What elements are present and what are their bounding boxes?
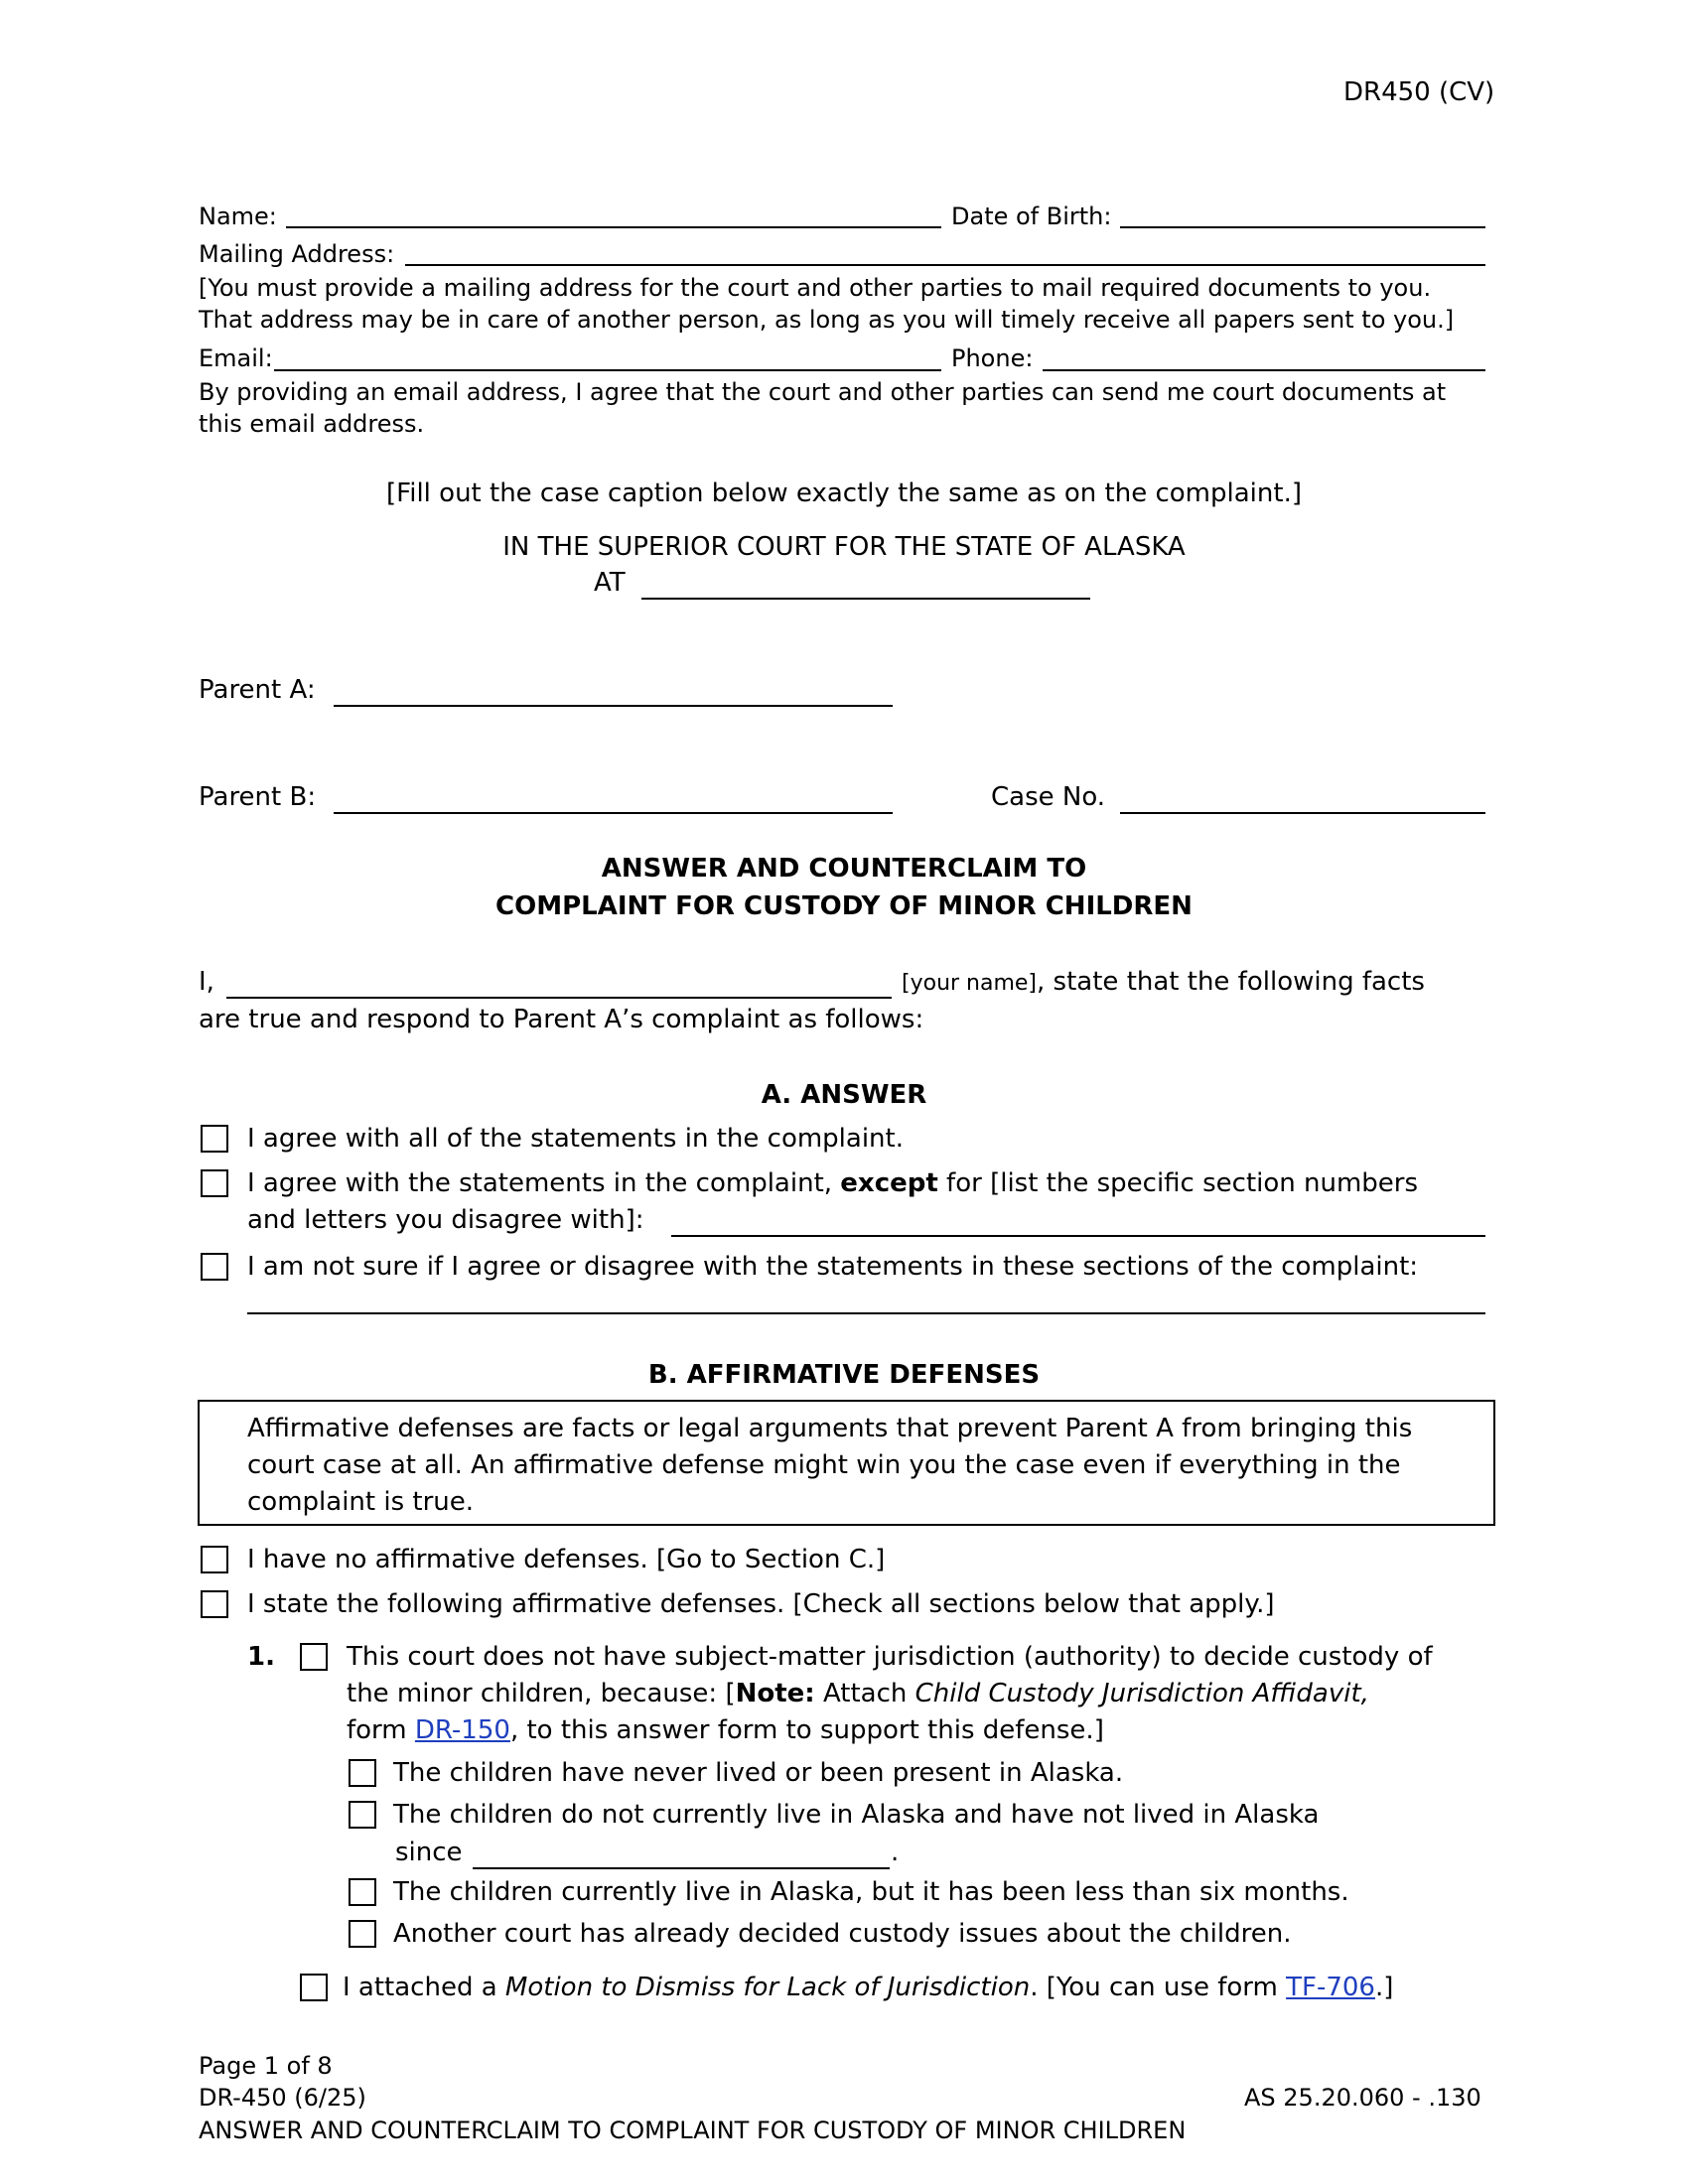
answer-not-sure-label: I am not sure if I agree or disagree with the statements in these sections of the complaint:	[247, 1252, 1419, 1282]
footer-title: ANSWER AND COUNTERCLAIM TO COMPLAINT FOR CUSTODY OF MINOR CHILDREN	[199, 2116, 1187, 2144]
caption-instruction: [Fill out the case caption below exactly the same as on the complaint.]	[386, 478, 1302, 508]
info-box-line-2: court case at all. An affirmative defense might win you the case even if everything in the	[247, 1450, 1401, 1480]
answer-agree-except-pre: I agree with the statements in the complaint,	[247, 1168, 841, 1198]
mailing-address-field[interactable]	[405, 264, 1485, 266]
item-1-line-1: This court does not have subject-matter jurisdiction (authority) to decide custody of	[347, 1642, 1433, 1672]
answer-agree-except-label	[247, 1166, 1418, 1200]
dr-150-link[interactable]: DR-150	[414, 1715, 510, 1745]
intro-i-label: I,	[199, 967, 214, 997]
intro-line-2: are true and respond to Parent A’s complaint as follows:	[199, 1005, 924, 1034]
title-line-2: COMPLAINT FOR CUSTODY OF MINOR CHILDREN	[495, 891, 1193, 921]
intro-line-1-tail	[902, 965, 1425, 1002]
at-label: AT	[594, 568, 626, 598]
mailing-note-1: [You must provide a mailing address for the court and other parties to mail required documents to you.	[199, 274, 1432, 302]
answer-agree-all-checkbox[interactable]	[201, 1125, 228, 1153]
parent-b-label: Parent B:	[199, 782, 317, 812]
title-line-1: ANSWER AND COUNTERCLAIM TO	[601, 854, 1087, 884]
form-code: DR450 (CV)	[1343, 77, 1495, 107]
answer-except-line-2: and letters you disagree with]:	[247, 1205, 644, 1235]
no-defenses-label: I have no affirmative defenses. [Go to Section C.]	[247, 1545, 886, 1574]
since-date-field[interactable]	[473, 1867, 890, 1869]
parent-a-field[interactable]	[334, 705, 893, 707]
motion-attached-post: .]	[1374, 1973, 1394, 2002]
email-field[interactable]	[274, 369, 941, 371]
footer-statute: AS 25.20.060 - .130	[1244, 2084, 1481, 2112]
item-1-attach: Attach	[814, 1679, 915, 1708]
footer-page: Page 1 of 8	[199, 2052, 333, 2080]
case-no-label: Case No.	[991, 782, 1106, 812]
motion-attached-label	[343, 1971, 1393, 2004]
answer-agree-except-post: for [list the specific section numbers	[937, 1168, 1419, 1198]
item-1-number: 1.	[247, 1642, 275, 1672]
intro-state-text: , state that the following facts	[1037, 967, 1425, 997]
never-lived-checkbox[interactable]	[349, 1759, 376, 1787]
section-a-heading: A. ANSWER	[761, 1080, 927, 1110]
not-currently-live-checkbox[interactable]	[349, 1801, 376, 1829]
since-label: since	[395, 1838, 463, 1867]
item-1-line-2-pre: the minor children, because: [	[347, 1679, 736, 1708]
not-currently-live-label: The children do not currently live in Alaska and have not lived in Alaska	[393, 1800, 1320, 1830]
name-label: Name:	[199, 203, 277, 230]
answer-not-sure-checkbox[interactable]	[201, 1253, 228, 1281]
parent-b-field[interactable]	[334, 812, 893, 814]
since-period: .	[891, 1838, 900, 1867]
name-field[interactable]	[286, 226, 941, 228]
another-court-label: Another court has already decided custody issues about the children.	[393, 1919, 1292, 1949]
answer-not-sure-field[interactable]	[247, 1312, 1485, 1314]
tf-706-link[interactable]: TF-706	[1286, 1973, 1375, 2002]
another-court-checkbox[interactable]	[349, 1920, 376, 1948]
email-label: Email:	[199, 344, 273, 372]
item-1-line-3-post: , to this answer form to support this defense.]	[509, 1715, 1104, 1745]
motion-attached-checkbox[interactable]	[300, 1974, 328, 2001]
item-1-note: Note:	[735, 1679, 815, 1708]
item-1-affidavit-title: Child Custody Jurisdiction Affidavit,	[914, 1679, 1369, 1708]
item-1-line-2	[347, 1677, 1369, 1710]
footer-form-rev: DR-450 (6/25)	[199, 2084, 366, 2112]
your-name-field[interactable]	[226, 997, 892, 999]
phone-field[interactable]	[1043, 369, 1485, 371]
state-defenses-checkbox[interactable]	[201, 1590, 228, 1618]
phone-label: Phone:	[951, 344, 1034, 372]
motion-attached-pre: I attached a	[343, 1973, 505, 2002]
answer-agree-all-label: I agree with all of the statements in the complaint.	[247, 1124, 904, 1154]
answer-except-bold: except	[840, 1168, 938, 1198]
case-no-field[interactable]	[1120, 812, 1485, 814]
state-defenses-label: I state the following affirmative defenses. [Check all sections below that apply.]	[247, 1589, 1275, 1619]
section-b-heading: B. AFFIRMATIVE DEFENSES	[647, 1360, 1041, 1390]
your-name-hint: [your name]	[902, 971, 1038, 996]
no-jurisdiction-checkbox[interactable]	[300, 1643, 328, 1671]
dob-label: Date of Birth:	[951, 203, 1112, 230]
item-1-line-3-pre: form	[347, 1715, 415, 1745]
answer-except-field[interactable]	[671, 1235, 1485, 1237]
less-than-six-months-label: The children currently live in Alaska, but it has been less than six months.	[393, 1877, 1349, 1907]
mailing-note-2: That address may be in care of another person, as long as you will timely receive all papers sent to you.]	[199, 306, 1455, 334]
court-name: IN THE SUPERIOR COURT FOR THE STATE OF ALASKA	[502, 532, 1186, 562]
email-note-1: By providing an email address, I agree that the court and other parties can send me court documents at	[199, 378, 1447, 406]
never-lived-label: The children have never lived or been present in Alaska.	[393, 1758, 1124, 1788]
motion-title: Motion to Dismiss for Lack of Jurisdiction	[504, 1973, 1031, 2002]
info-box-line-3: complaint is true.	[247, 1487, 475, 1517]
mailing-label: Mailing Address:	[199, 240, 395, 268]
motion-attached-mid: . [You can use form	[1030, 1973, 1287, 2002]
court-location-field[interactable]	[641, 598, 1090, 600]
item-1-line-3	[347, 1713, 1104, 1747]
info-box-line-1: Affirmative defenses are facts or legal arguments that prevent Parent A from bringing this	[247, 1414, 1413, 1443]
email-note-2: this email address.	[199, 410, 425, 438]
answer-agree-except-checkbox[interactable]	[201, 1169, 228, 1197]
parent-a-label: Parent A:	[199, 675, 316, 705]
no-defenses-checkbox[interactable]	[201, 1546, 228, 1573]
dob-field[interactable]	[1120, 226, 1485, 228]
less-than-six-months-checkbox[interactable]	[349, 1878, 376, 1906]
